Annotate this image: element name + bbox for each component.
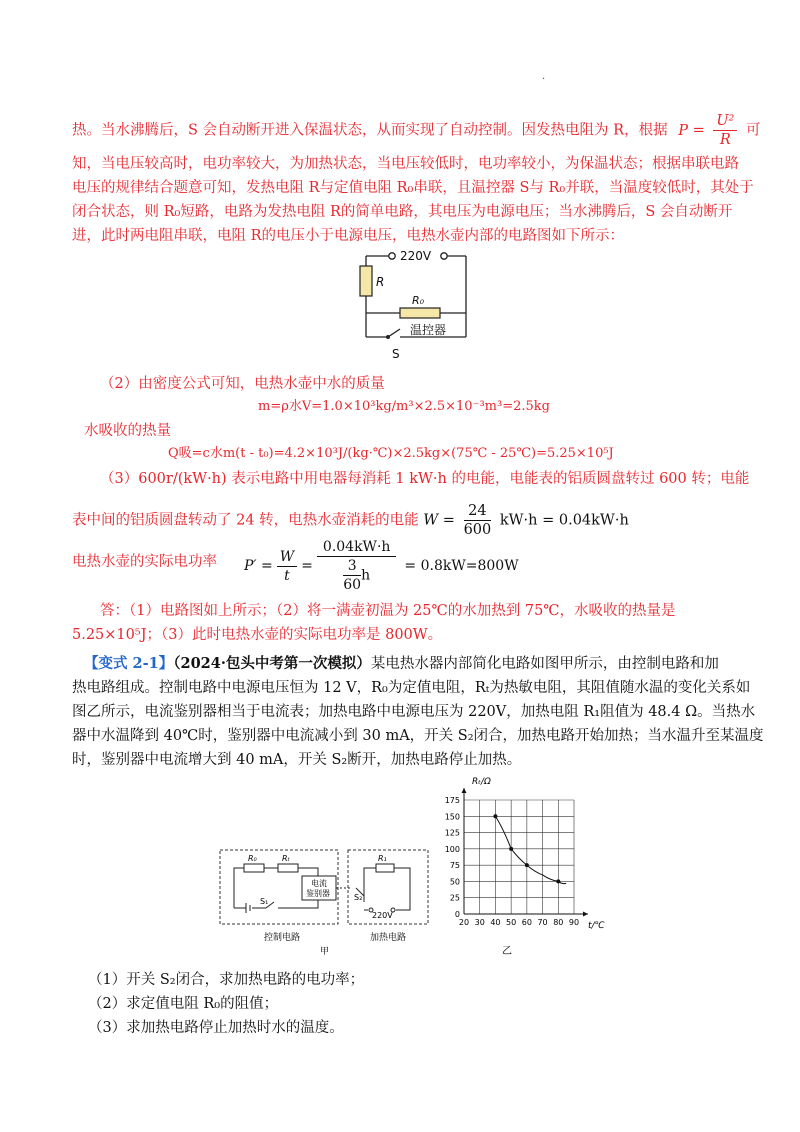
energy-lhs: W = (423, 512, 455, 529)
heating-circuit-label: 加热电路 (370, 933, 407, 943)
formula-denominator: R (719, 132, 731, 148)
variant-tag: 【变式 2-1】 (84, 655, 174, 672)
formula-numerator: U² (713, 112, 737, 131)
energy-fraction (464, 502, 492, 539)
variant-line-5: 时，鉴别器中电流增大到 40 mA，开关 S₂断开，加热电路停止加热。 (72, 752, 522, 768)
question-1: （1）开关 S₂闭合，求加热电路的电功率； (88, 972, 365, 988)
power-f2-inner-fraction (343, 557, 361, 594)
v220-label: 220V (372, 911, 393, 920)
power-fraction-2 (317, 538, 397, 594)
power-line (72, 552, 217, 572)
variant-line-4: 器中水温降到 40℃时，鉴别器中电流减小到 30 mA，开关 S₂闭合，加热电路开始加热；当水温升至某温度 (72, 728, 764, 744)
resistor-r (360, 266, 372, 296)
power-label: 电热水壶的实际电功率 (72, 554, 217, 570)
data-point (509, 847, 513, 851)
data-point (525, 863, 529, 867)
data-point (493, 814, 497, 818)
formula-p: P (678, 122, 688, 139)
x-tick-label: 90 (568, 918, 580, 927)
variant-source: （2024·包头中考第一次模拟） (173, 655, 371, 672)
power-eq: = (301, 558, 313, 574)
part3-line-2 (72, 502, 629, 539)
variant-line-1 (84, 654, 719, 674)
r-label: R (376, 275, 385, 289)
resistor-rt (278, 864, 298, 872)
energy-denominator: 600 (463, 522, 492, 538)
y-tick-label: 125 (444, 828, 460, 838)
s2-label: S₂ (354, 893, 363, 902)
solution-line-5: 进，此时两电阻串联，电阻 R的电压小于电源电压，电热水壶内部的电路图如下所示： (72, 228, 625, 244)
data-point (556, 879, 560, 883)
solution-line-1 (72, 112, 760, 149)
resistor-r0 (400, 308, 440, 318)
part3-line-1: （3）600r/(kW·h) 表示电路中用电器每消耗 1 kW·h 的电能，电能表的铝质圆盘转过 600 转；电能 (100, 471, 750, 487)
terminal-left (389, 253, 395, 259)
y-tick-label: 150 (444, 812, 460, 822)
r1-label: R₁ (378, 854, 387, 863)
variant-text-1: 某电热水器内部简化电路如图甲所示，由控制电路和加 (370, 656, 719, 672)
question-2: （2）求定值电阻 R₀的阻值； (88, 996, 279, 1012)
resistor-r0 (244, 864, 264, 872)
y-tick-label: 25 (449, 893, 460, 903)
variant-line-2: 热电路组成。控制电路中电源电压恒为 12 V，R₀为定值电阻，Rₜ为热敏电阻，其阻值随水温的变化关系如 (72, 680, 751, 696)
energy-numerator: 24 (464, 502, 492, 521)
page-mark: · (542, 74, 546, 85)
voltage-label: 220V (400, 249, 432, 263)
variant-line-3: 图乙所示，电流鉴别器相当于电流表；加热电路中电源电压为 220V，加热电阻 R₁阻值为 48.4 Ω。当热水 (72, 704, 756, 720)
power-rhs: = 0.8kW=800W (404, 558, 519, 574)
x-tick-label: 60 (521, 918, 532, 927)
chart-axes (462, 788, 589, 917)
controller-label: 温控器 (410, 323, 447, 337)
formula-eq: = (692, 122, 705, 139)
energy-rhs: kW·h = 0.04kW·h (499, 512, 629, 529)
resistor-r1 (376, 864, 394, 872)
y-tick-label: 0 (454, 910, 460, 919)
heat-equation: Q吸=c水m(t - t₀)=4.2×10³J/(kg·℃)×2.5kg×(75℃ - 25℃)=5.25×10⁵J (168, 446, 614, 461)
figure-jia-caption: 甲 (320, 947, 330, 957)
terminal-right (441, 253, 447, 259)
x-tick-label: 80 (553, 918, 564, 927)
rt-curve (495, 816, 566, 883)
detector-label-2: 鉴别器 (306, 889, 330, 898)
y-tick-label: 100 (444, 844, 460, 854)
x-tick-label: 50 (506, 918, 517, 927)
answer-line-1: 答：（1）电路图如上所示；（2）将一满壶初温为 25℃的水加热到 75℃，水吸收的热量是 (100, 603, 676, 619)
detector-label-1: 电流 (311, 879, 327, 888)
power-f2-num: 0.04kW·h (317, 538, 397, 557)
chart-grid (464, 800, 574, 914)
power-f2-den (317, 557, 397, 594)
part3-text-2a: 表中间的铝质圆盘转动了 24 转，电热水壶消耗的电能 (72, 512, 419, 529)
power-lhs: P′ = (244, 558, 273, 574)
power-f2-inner-num: 3 (343, 557, 361, 576)
x-tick-label: 30 (474, 918, 485, 927)
solution-text-1a: 热。当水沸腾后，S 会自动断开进入保温状态，从而实现了自动控制。因发热电阻为 R，根据 (72, 122, 668, 139)
solution-line-2: 知，当电压较高时，电功率较大，为加热状态，当电压较低时，电功率较小，为保温状态；根据串联电路 (72, 156, 739, 172)
power-f1-den: t (284, 567, 290, 584)
y-tick-label: 75 (449, 861, 460, 871)
solution-text-1b: 可 (745, 122, 761, 139)
power-f1-num: W (277, 548, 297, 567)
question-3: （3）求加热电路停止加热时水的温度。 (88, 1020, 344, 1036)
power-f2-inner-den: 60 (343, 577, 362, 593)
chart-x-label: t/℃ (588, 921, 605, 931)
chart-y-label: Rₜ/Ω (472, 777, 491, 787)
r0-label: R₀ (412, 294, 425, 307)
formula-power-fraction (713, 112, 737, 149)
answer-line-2: 5.25×10⁵J；（3）此时电热水壶的实际电功率是 800W。 (72, 627, 443, 643)
control-circuit-label: 控制电路 (264, 933, 301, 943)
power-fraction-1 (277, 548, 297, 585)
switch-s-blade (388, 329, 400, 337)
chart-tick-labels (445, 796, 579, 927)
y-tick-label: 50 (449, 877, 460, 887)
switch-pivot (386, 335, 390, 339)
solution-line-4: 闭合状态，则 R₀短路，电路为发热电阻 R的简单电路，其电压为电源电压；当水沸腾后，S 会自动断开 (72, 204, 733, 220)
x-axis-arrow (583, 912, 588, 917)
power-f2-unit: h (361, 567, 371, 584)
power-equation (244, 538, 519, 594)
part2-intro: （2）由密度公式可知，电热水壶中水的质量 (100, 376, 385, 392)
switch-s-label: S (392, 347, 400, 361)
y-tick-label: 175 (444, 796, 460, 805)
x-tick-label: 40 (490, 918, 501, 927)
kettle-circuit-diagram (340, 246, 480, 362)
chart-caption: 乙 (502, 946, 512, 957)
rt-temperature-chart (436, 768, 626, 958)
s1-label: S₁ (260, 897, 269, 906)
mass-equation: m=ρ水V=1.0×10³kg/m³×2.5×10⁻³m³=2.5kg (258, 399, 550, 414)
heat-intro: 水吸收的热量 (84, 423, 171, 439)
solution-line-3: 电压的规律结合题意可知，发热电阻 R与定值电阻 R₀串联，且温控器 S与 R₀并联，当温度较低时，其处于 (72, 180, 754, 196)
rt-label-jia: Rₜ (282, 854, 290, 863)
y-axis-arrow (462, 788, 467, 793)
figure-jia-circuits (218, 848, 433, 958)
r0-label-jia: R₀ (248, 854, 257, 863)
x-tick-label: 70 (537, 918, 548, 927)
x-tick-label: 20 (458, 918, 470, 927)
